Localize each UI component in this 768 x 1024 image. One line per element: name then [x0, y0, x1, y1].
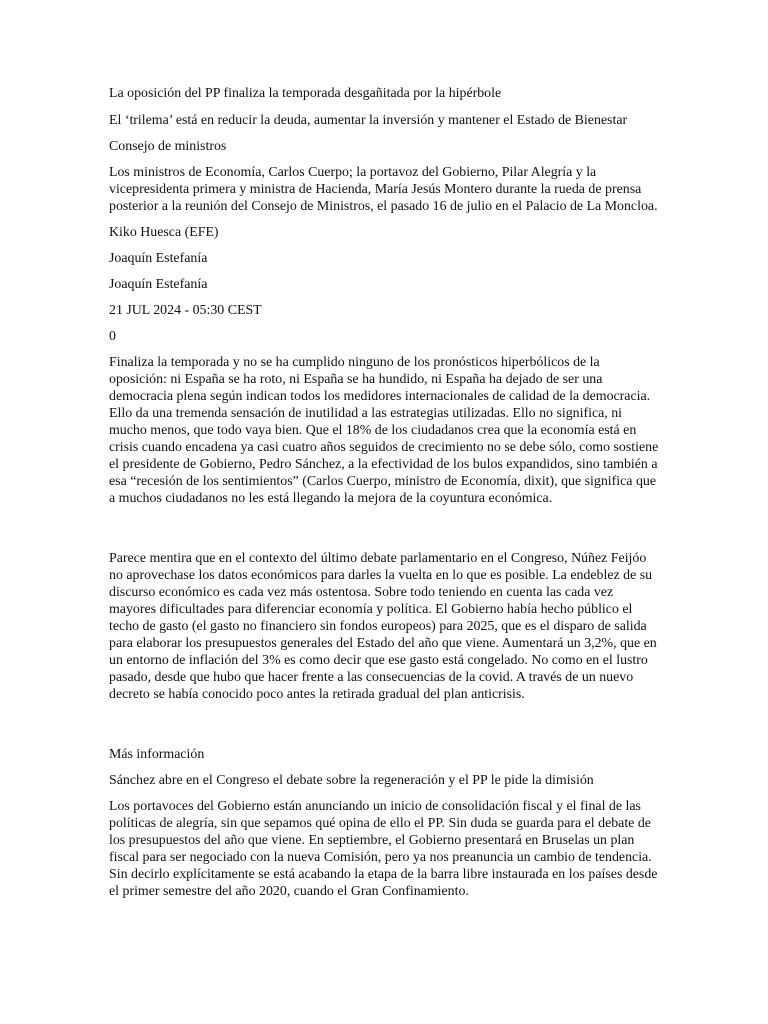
author-name-repeat: Joaquín Estefanía [109, 277, 208, 292]
publish-date: 21 JUL 2024 - 05:30 CEST [109, 303, 262, 318]
photo-title: Consejo de ministros [109, 139, 227, 154]
article-page [109, 85, 661, 909]
comment-count[interactable]: 0 [109, 329, 116, 344]
article-headline: La oposición del PP finaliza la temporada desgañitada por la hipérbole [109, 86, 502, 101]
article-subheadline: El ‘trilema’ está en reducir la deuda, aumentar la inversión y mantener el Estado de Bienestar [109, 113, 628, 128]
body-paragraph-2: Parece mentira que en el contexto del último debate parlamentario en el Congreso, Núñez Feijóo no aprovechase los datos económicos para darles la vuelta en lo que es posible. La endeblez de su discurso económico es cada vez más ostentosa. Sobre todo teniendo en cuenta las cada vez mayores dificultades para diferenciar economía y política. El Gobierno había hecho público el techo de gasto (el gasto no financiero sin fondos europeos) para 2025, que es el disparo de salida para elaborar los presupuestos generales del Estado del año que viene. Aumentará un 3,2%, que en un entorno de inflación del 3% es como decir que ese gasto está congelado. No como en el lustro pasado, desde que hubo que hacer frente a las consecuencias de la covid. A través de un nuevo decreto se había conocido poco antes la retirada gradual del plan anticrisis. [109, 551, 657, 702]
photo-caption: Los ministros de Economía, Carlos Cuerpo; la portavoz del Gobierno, Pilar Alegría y la vicepresidenta primera y ministra de Hacienda, María Jesús Montero durante la rueda de prensa posterior a la reunión del Consejo de Ministros, el pasado 16 de julio en el Palacio de La Moncloa. [109, 165, 658, 214]
photo-credit: Kiko Huesca (EFE) [109, 225, 219, 240]
related-article-link[interactable]: Sánchez abre en el Congreso el debate sobre la regeneración y el PP le pide la dimisión [109, 773, 594, 788]
author-name[interactable]: Joaquín Estefanía [109, 251, 208, 266]
more-info-label: Más información [109, 747, 205, 762]
body-paragraph-1: Finaliza la temporada y no se ha cumplido ninguno de los pronósticos hiperbólicos de la oposición: ni España se ha roto, ni España se ha hundido, ni España ha dejado de ser una democracia plena según indican todos los medidores internacionales de calidad de la democracia. Ello da una tremenda sensación de inutilidad a las estrategias utilizadas. Ello no significa, ni mucho menos, que todo vaya bien. Que el 18% de los ciudadanos crea que la economía está en crisis cuando encadena ya casi cuatro años seguidos de crecimiento no se debe sólo, como sostiene el presidente de Gobierno, Pedro Sánchez, a la efectividad de los bulos expandidos, sino también a esa “recesión de los sentimientos” (Carlos Cuerpo, ministro de Economía, dixit), que significa que a muchos ciudadanos no les está llegando la mejora de la coyuntura económica. [109, 355, 659, 506]
body-paragraph-3: Los portavoces del Gobierno están anunciando un inicio de consolidación fiscal y el final de las políticas de alegría, sin que sepamos qué opina de ello el PP. Sin duda se guarda para el debate de los presupuestos del año que viene. En septiembre, el Gobierno presentará en Bruselas un plan fiscal para ser negociado con la nueva Comisión, pero ya nos preanuncia un cambio de tendencia. Sin decirlo explícitamente se está acabando la etapa de la barra libre instaurada en los países desde el primer semestre del año 2020, cuando el Gran Confinamiento. [109, 799, 658, 899]
